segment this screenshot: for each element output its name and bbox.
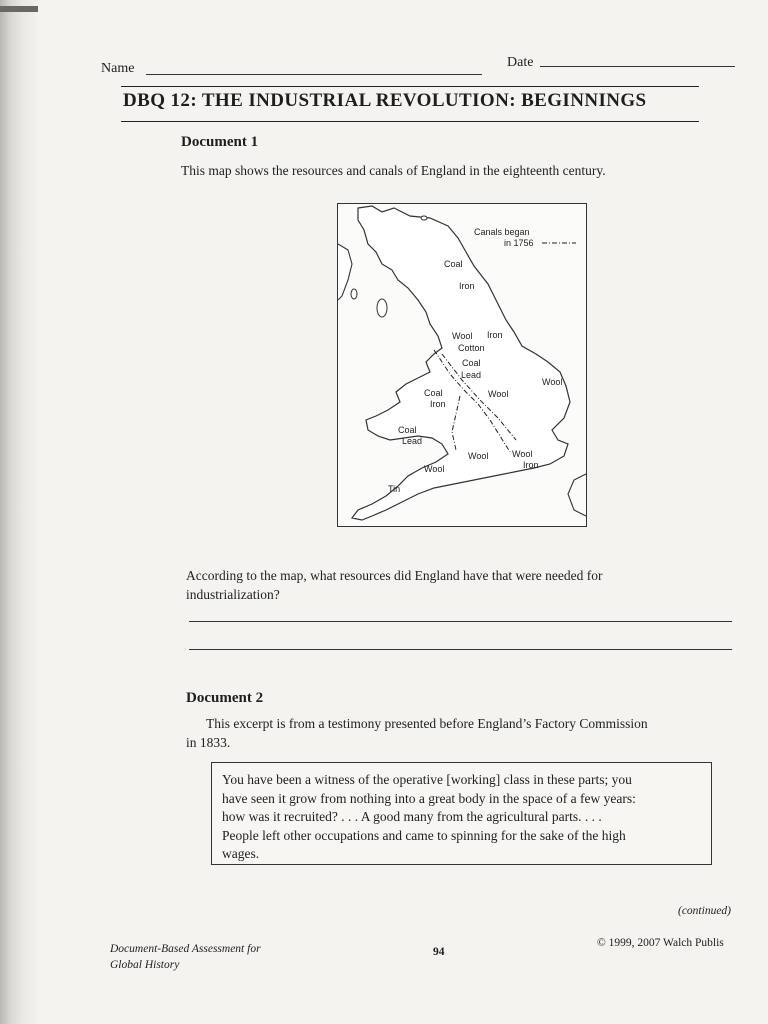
document2-intro-line1: This excerpt is from a testimony presented before England’s Factory Commission (206, 716, 648, 731)
date-field[interactable] (540, 66, 735, 67)
binding-mark (0, 6, 38, 12)
ireland-edge (338, 244, 352, 300)
continent-edge (568, 474, 586, 516)
map-label-iron: Iron (430, 399, 446, 409)
map-label-lead: Lead (461, 370, 482, 380)
quote-line: People left other occupations and came to spinning for the sake of the high (222, 827, 626, 843)
island-mark (421, 216, 427, 220)
quote-line: have seen it grow from nothing into a great body in the space of a few years: (222, 790, 636, 806)
island-mark (377, 299, 387, 317)
continued-note: (continued) (678, 905, 732, 917)
name-label: Name (101, 61, 135, 76)
britain-outline (352, 206, 570, 520)
document1-intro: This map shows the resources and canals of England in the eighteenth century. (181, 163, 606, 178)
title-bottom-rule (121, 121, 699, 122)
book-title-line2: Global History (110, 959, 180, 971)
copyright-notice: © 1999, 2007 Walch Publis (597, 937, 724, 949)
name-field[interactable] (146, 74, 482, 75)
date-label: Date (507, 55, 534, 70)
map-legend-line1: Canals began (474, 227, 530, 237)
map-label-coal: Coal (424, 388, 443, 398)
document2-intro-line2: in 1833. (186, 735, 231, 750)
document1-question-line2: industrialization? (186, 587, 280, 602)
page-binding-shadow (0, 0, 40, 1024)
document1-question-line1: According to the map, what resources did England have that were needed for (186, 568, 603, 583)
document1-heading: Document 1 (181, 134, 259, 150)
map-legend-line2: in 1756 (504, 238, 534, 248)
map-label-coal: Coal (398, 425, 417, 435)
answer-line[interactable] (189, 621, 732, 622)
quote-line: how was it recruited? . . . A good many from the agricultural parts. . . . (222, 809, 602, 824)
map-label-lead: Lead (402, 436, 423, 446)
page-number: 94 (433, 946, 445, 958)
document2-heading: Document 2 (186, 690, 264, 706)
map-label-wool: Wool (452, 331, 473, 341)
island-mark (351, 289, 357, 299)
map-label-coal: Coal (444, 259, 463, 269)
answer-line[interactable] (189, 649, 732, 650)
map-label-coal: Coal (462, 358, 481, 368)
quote-line: wages. (222, 846, 260, 861)
map-svg (338, 204, 586, 526)
map-label-iron: Iron (487, 330, 503, 340)
map-label-wool: Wool (488, 389, 509, 399)
map-label-wool: Wool (424, 464, 445, 474)
testimony-quote-box (211, 762, 712, 865)
map-label-wool: Wool (468, 451, 489, 461)
page-title: DBQ 12: THE INDUSTRIAL REVOLUTION: BEGINNINGS (123, 90, 647, 111)
quote-line: You have been a witness of the operative [working] class in these parts; you (222, 772, 632, 787)
map-label-wool: Wool (512, 449, 533, 459)
map-label-tin: Tin (388, 484, 401, 494)
map-label-wool: Wool (542, 377, 563, 387)
map-label-iron: Iron (459, 281, 475, 291)
map-label-cotton: Cotton (458, 343, 485, 353)
title-top-rule (121, 86, 699, 87)
book-title-line1: Document-Based Assessment for (110, 943, 261, 955)
map-label-iron: Iron (523, 460, 539, 470)
england-resource-map (337, 203, 587, 527)
